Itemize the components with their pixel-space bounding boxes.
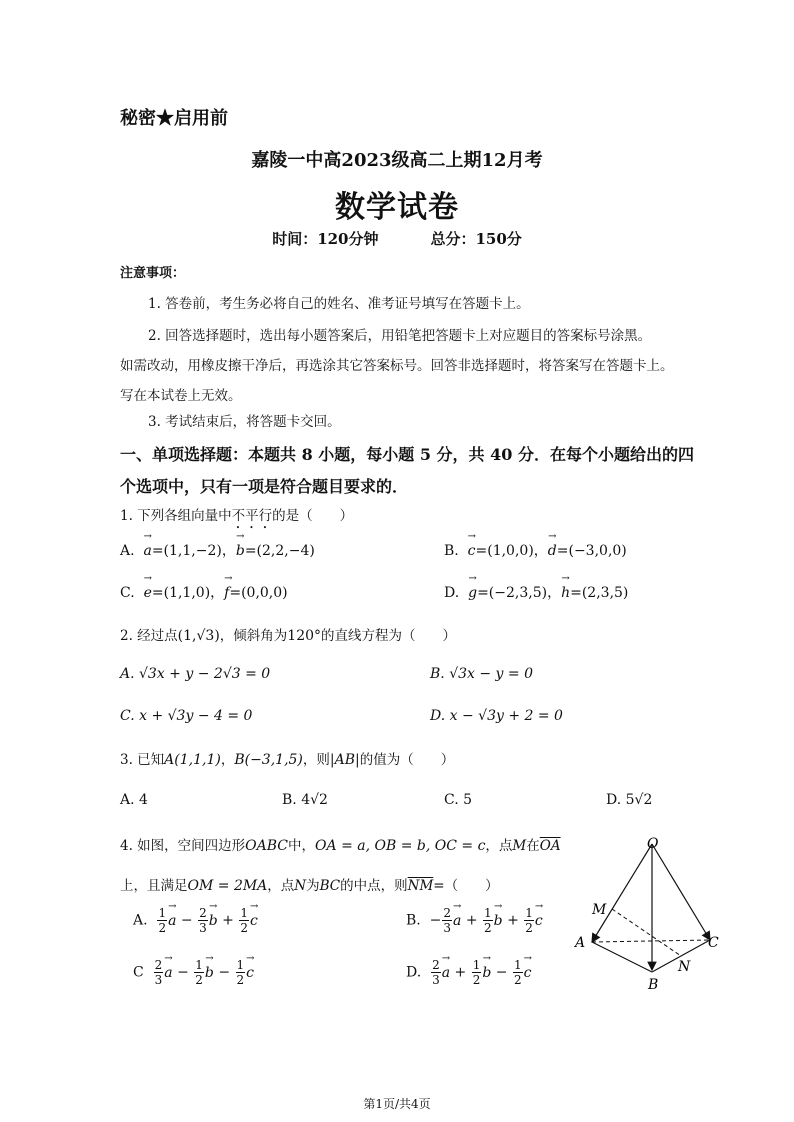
notice-item-2-cont2: 写在本试卷上无效。 (120, 388, 242, 404)
page-number: 第1页/共4页 (363, 1097, 431, 1111)
section-heading: 一、单项选择题：本题共 8 小题，每小题 5 分，共 40 分．在每个小题给出的四 (120, 445, 694, 464)
question-4-option-d: D. $\frac{2}{3}$ → a + $\frac{1}{2}$ → b − $\frac{1}{2}$ → c (406, 958, 531, 987)
question-3-option-c: C. 5 (444, 792, 473, 808)
question-4-stem-cont: 上，且满足OM = 2MA，点N为BC的中点，则$\overline{NM}=$（ ） (120, 878, 499, 894)
edge-ac (592, 940, 710, 942)
segment-mn (612, 909, 681, 956)
exam-time: 时间：120分钟 (272, 230, 379, 248)
question-1-option-b: B. → c=(1,0,0)，→ d=(−3,0,0) (444, 540, 627, 560)
label-o: O (647, 836, 659, 852)
exam-total-score: 总分：150分 (430, 230, 522, 248)
question-3-option-a: A. 4 (120, 792, 148, 808)
question-1-stem: 1. 下列各组向量中不平行的是（ ） (120, 508, 354, 524)
edge-oc (652, 844, 710, 940)
notice-item-2-cont: 如需改动，用橡皮擦干净后，再选涂其它答案标号。回答非选择题时，将答案写在答题卡上。 (120, 358, 674, 374)
exam-title: 嘉陵一中高2023级高二上期12月考 (251, 150, 543, 171)
subject-title: 数学试卷 (335, 190, 459, 225)
confidential-mark: 秘密★启用前 (120, 108, 228, 129)
question-4-option-a: A. $\frac{1}{2}$ → a − $\frac{2}{3}$ → b + $\frac{1}{2}$ → c (133, 906, 258, 935)
question-4-option-b: B. − $\frac{2}{3}$ → a + $\frac{1}{2}$ → b + $\frac{1}{2}$ → c (406, 906, 543, 935)
question-3-option-d: D. 5√2 (606, 792, 653, 808)
question-2-option-d: D. x − √3y + 2 = 0 (430, 708, 563, 724)
question-2-option-a: A. √3x + y − 2√3 = 0 (120, 666, 271, 682)
label-b: B (648, 977, 659, 993)
question-2-stem: 2. 经过点(1,√3)，倾斜角为120°的直线方程为（ ） (120, 628, 457, 644)
notice-heading: 注意事项： (120, 266, 186, 281)
exam-info (0, 228, 794, 249)
question-2-option-b: B. √3x − y = 0 (430, 666, 533, 682)
question-3-stem: 3. 已知A(1,1,1)，B(−3,1,5)，则|AB|的值为（ ） (120, 752, 455, 768)
question-1-option-d: D. → g=(−2,3,5)，→ h=(2,3,5) (444, 582, 628, 602)
notice-item-2: 2. 回答选择题时，选出每小题答案后，用铅笔把答题卡上对应题目的答案标号涂黑。 (148, 328, 652, 344)
label-m: M (592, 902, 607, 918)
notice-item-3: 3. 考试结束后，将答题卡交回。 (148, 414, 341, 430)
question-4-option-c: C $\frac{2}{3}$ → a − $\frac{1}{2}$ → b − $\frac{1}{2}$ → c (133, 958, 254, 987)
question-4-stem: 4. 如图，空间四边形OABC中，OA = a, OB = b, OC = c，点M在$\overline{OA}$ (120, 838, 561, 854)
question-3-option-b: B. 4√2 (282, 792, 328, 808)
notice-item-1: 1. 答卷前，考生务必将自己的姓名、准考证号填写在答题卡上。 (148, 296, 530, 312)
question-2-option-c: C. x + √3y − 4 = 0 (120, 708, 253, 724)
edge-oa (592, 844, 652, 942)
tetrahedron-figure (570, 830, 730, 998)
label-a: A (575, 935, 586, 951)
question-1-option-a: A. → a=(1,1,−2)，→ b=(2,2,−4) (120, 540, 315, 560)
question-1-option-c: C. → e=(1,1,0)，→ f=(0,0,0) (120, 582, 288, 602)
label-c: C (708, 935, 719, 951)
edge-ab (592, 942, 652, 972)
label-n: N (678, 959, 691, 975)
section-heading-cont: 个选项中，只有一项是符合题目要求的． (120, 477, 409, 496)
